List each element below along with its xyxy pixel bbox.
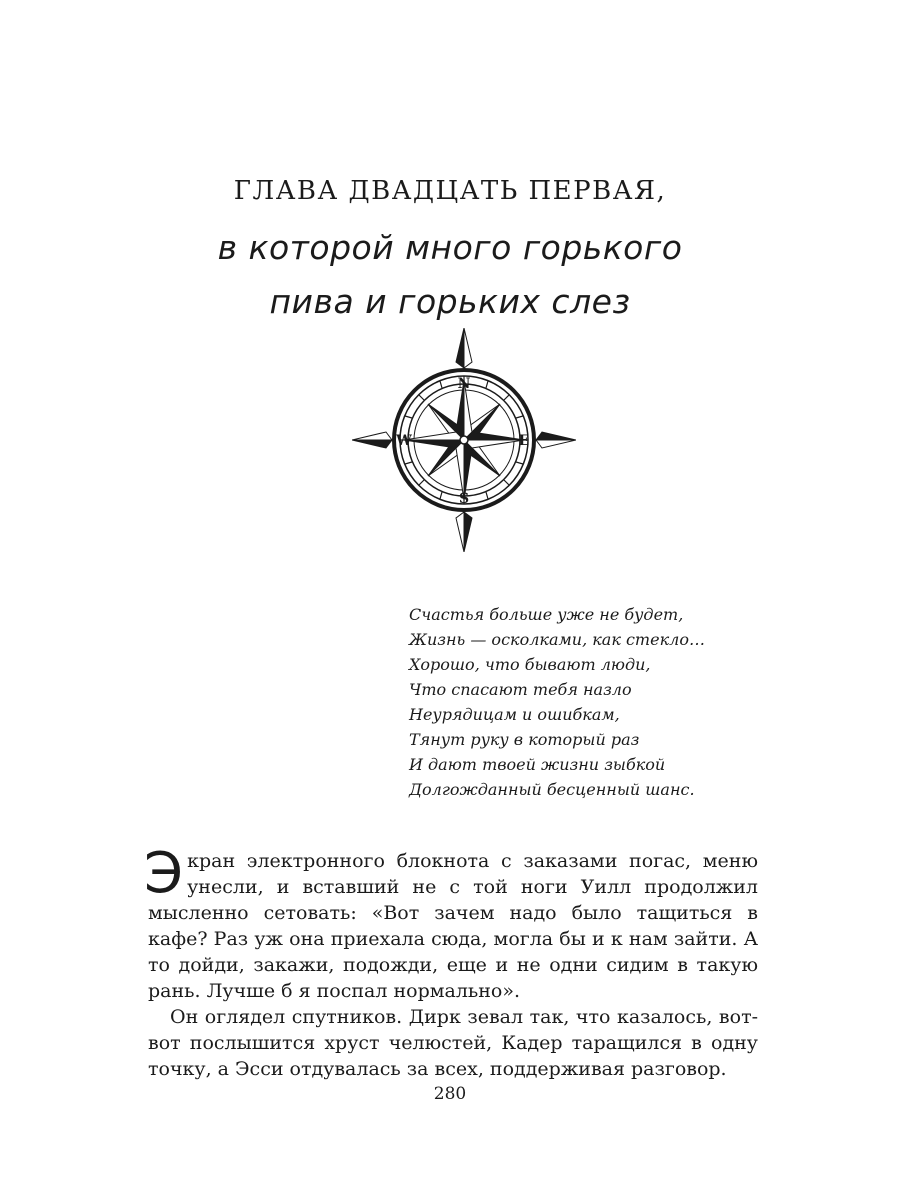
body-text bbox=[144, 841, 758, 1082]
epigraph-line: Тянут руку в который раз bbox=[409, 730, 640, 749]
paragraph-text: кран электронного блокнота с заказами погас, меню унесли, и вставший не с той ноги Уилл продолжил мысленно сетовать: «Вот зачем надо было тащиться в кафе? Раз уж она приехала сюда, могла бы и к нам зайти. А то дойди, закажи, подожди, еще и не одни сидим в такую рань. Лучше б я поспал нормально». bbox=[148, 850, 758, 1002]
body-paragraph bbox=[148, 1004, 758, 1082]
epigraph-line: Счастья больше уже не будет, bbox=[409, 605, 684, 624]
chapter-label: ГЛАВА ДВАДЦАТЬ ПЕРВАЯ, bbox=[233, 176, 667, 206]
compass-letter-w: W bbox=[396, 433, 412, 449]
epigraph-line: Что спасают тебя назло bbox=[409, 680, 632, 699]
body-paragraph bbox=[144, 841, 758, 1004]
drop-cap: Э bbox=[144, 841, 184, 906]
compass-rose-icon bbox=[352, 328, 576, 552]
epigraph-line: Хорошо, что бывают люди, bbox=[409, 655, 651, 674]
compass-letter-n: N bbox=[457, 376, 471, 392]
epigraph-line: Неурядицам и ошибкам, bbox=[409, 705, 620, 724]
page-number: 280 bbox=[433, 1084, 467, 1104]
compass-letter-s: S bbox=[458, 491, 470, 507]
epigraph-line: Долгожданный бесценный шанс. bbox=[409, 780, 695, 799]
compass-letter-e: E bbox=[518, 433, 530, 449]
paragraph-text: Он оглядел спутников. Дирк зевал так, что казалось, вот-вот послышится хруст челюстей, Кадер таращился в одну точку, а Эсси отдувалась за всех, поддерживая разговор. bbox=[148, 1006, 758, 1080]
chapter-subtitle-line-2: пива и горьких слез bbox=[269, 282, 631, 321]
chapter-subtitle-line-1: в которой много горького bbox=[217, 228, 683, 267]
epigraph bbox=[409, 602, 829, 802]
epigraph-line: Жизнь — осколками, как стекло… bbox=[409, 630, 705, 649]
epigraph-line: И дают твоей жизни зыбкой bbox=[409, 755, 666, 774]
